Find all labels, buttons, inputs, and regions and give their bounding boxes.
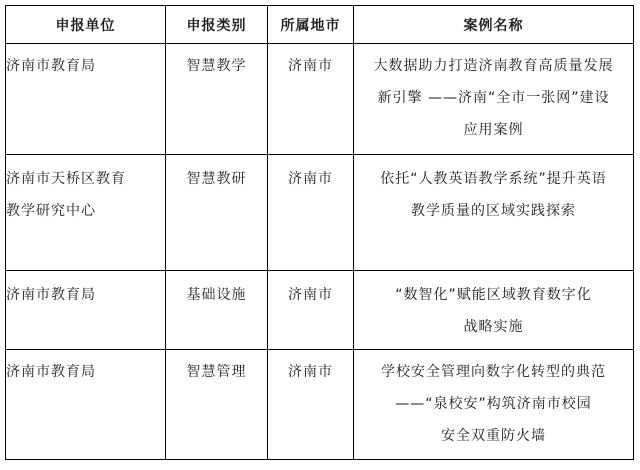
cell-case-name [354,155,634,271]
unit-line: 济南市教育局 [6,364,96,380]
case-name-line: 应用案例 [463,122,524,138]
unit-line: 济南市教育局 [6,287,96,303]
cell-city: 济南市 [268,44,354,155]
cell-case-name [354,271,634,350]
cell-category: 智慧管理 [166,350,268,460]
cell-unit [6,271,166,350]
case-name-line: 战略实施 [463,319,524,335]
cell-category: 智慧教研 [166,155,268,271]
header-case-name: 案例名称 [354,6,634,44]
case-name-line: 学校安全管理向数字化转型的典范 [381,364,606,380]
cell-city: 济南市 [268,350,354,460]
table-row [6,44,634,155]
table-row [6,350,634,460]
header-city: 所属地市 [268,6,354,44]
header-unit: 申报单位 [6,6,166,44]
unit-line: 济南市天桥区教育 [6,171,126,187]
case-name-line: 教学质量的区域实践探索 [411,203,576,219]
case-name-line: 新引擎 ——济南“全市一张网”建设 [377,90,610,106]
case-name-line: 安全双重防火墙 [441,428,546,444]
cell-category: 基础设施 [166,271,268,350]
cell-unit [6,155,166,271]
case-table [5,5,634,460]
cell-case-name [354,350,634,460]
case-name-line: 依托“人教英语教学系统”提升英语 [380,171,607,187]
cell-category: 智慧教学 [166,44,268,155]
unit-line: 教学研究中心 [6,203,96,219]
table-row [6,271,634,350]
table-row [6,155,634,271]
cell-city: 济南市 [268,155,354,271]
case-name-line: ——“泉校安”构筑济南市校园 [395,396,592,412]
case-name-line: “数智化”赋能区域教育数字化 [395,287,592,303]
cell-city: 济南市 [268,271,354,350]
cell-unit [6,44,166,155]
unit-line: 济南市教育局 [6,58,96,74]
case-name-line: 大数据助力打造济南教育高质量发展 [373,58,614,74]
header-category: 申报类别 [166,6,268,44]
cell-unit [6,350,166,460]
cell-case-name [354,44,634,155]
header-row [6,6,634,44]
